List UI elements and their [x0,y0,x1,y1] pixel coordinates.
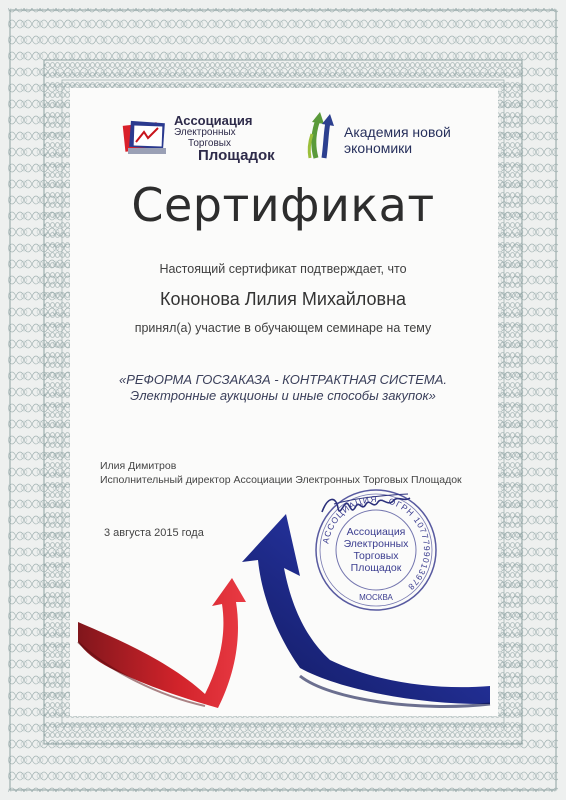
stamp-ring-text: АССОЦИАЦИЯ · ОГРН 1077799013978 [320,493,433,593]
issue-date: 3 августа 2015 года [104,527,204,539]
participation-text: принял(а) участие в обучающем семинаре на тему [134,321,432,335]
stamp-center-line1: Ассоциация [346,526,406,538]
aetp-logo-line4: Площадок [198,147,275,164]
aetp-logo-line1: Ассоциация [174,113,253,128]
signer-position: Исполнительный директор Ассоциации Электронных Торговых Площадок [100,474,462,486]
academy-logo-line2: экономики [344,140,413,156]
stamp-bottom-text: МОСКВА [359,593,393,602]
official-stamp [306,480,446,620]
certificate-title: Сертификат [131,178,435,232]
aetp-logo-line3: Торговых [188,138,231,149]
signer-name: Илия Димитров [100,460,177,472]
academy-logo-line1: Академия новой [344,124,451,140]
stamp-center-line4: Площадок [350,562,402,574]
stamp-center-line2: Электронных [343,538,409,550]
topic-line-1: «РЕФОРМА ГОСЗАКАЗА - КОНТРАКТНАЯ СИСТЕМА. [118,372,448,387]
confirm-text: Настоящий сертификат подтверждает, что [159,262,407,276]
stamp-center-line3: Торговых [353,550,399,562]
topic-line-2: Электронные аукционы и иные способы закупок» [130,388,436,403]
recipient-name: Кононова Лилия Михайловна [159,289,407,309]
red-arrow-shape [78,578,246,708]
aetp-logo-line2: Электронных [174,127,236,138]
